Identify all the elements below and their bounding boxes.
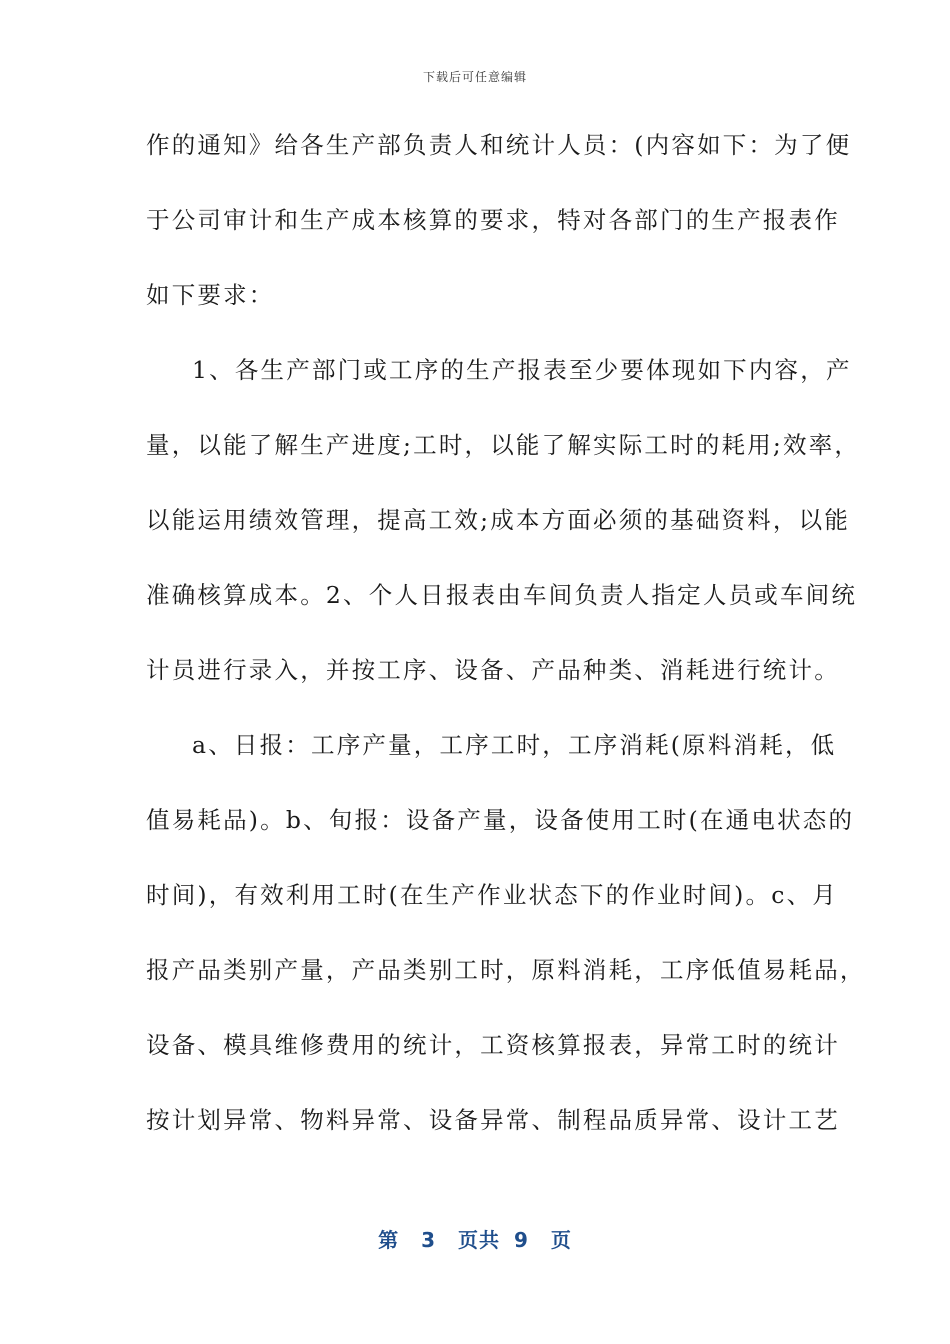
body-line-5: 量，以能了解生产进度;工时，以能了解实际工时的耗用;效率， (146, 431, 861, 459)
body-line-2: 于公司审计和生产成本核算的要求，特对各部门的生产报表作 (146, 206, 840, 234)
body-line-13: 设备、模具维修费用的统计，工资核算报表，异常工时的统计 (146, 1031, 840, 1059)
body-line-1: 作的通知》给各生产部负责人和统计人员：(内容如下：为了便 (146, 131, 852, 159)
body-line-8: 计员进行录入，并按工序、设备、产品种类、消耗进行统计。 (146, 656, 840, 684)
body-line-10: 值易耗品)。b、旬报：设备产量，设备使用工时(在通电状态的 (146, 806, 855, 834)
body-line-3: 如下要求： (146, 281, 275, 309)
footer-total-pages: 9 (514, 1228, 529, 1252)
body-line-14: 按计划异常、物料异常、设备异常、制程品质异常、设计工艺 (146, 1106, 840, 1134)
footer-current-page: 3 (421, 1228, 436, 1252)
body-line-4: 1、各生产部门或工序的生产报表至少要体现如下内容，产 (192, 356, 852, 384)
body-line-12: 报产品类别产量，产品类别工时，原料消耗，工序低值易耗品， (146, 956, 866, 984)
body-line-11: 时间)，有效利用工时(在生产作业状态下的作业时间)。c、月 (146, 881, 838, 909)
body-line-6: 以能运用绩效管理，提高工效;成本方面必须的基础资料，以能 (146, 506, 851, 534)
page-footer (0, 1224, 950, 1253)
footer-prefix: 第 (378, 1228, 400, 1252)
document-body (146, 118, 866, 1168)
body-line-9: a、日报：工序产量，工序工时，工序消耗(原料消耗，低 (192, 731, 837, 759)
body-line-7: 准确核算成本。2、个人日报表由车间负责人指定人员或车间统 (146, 581, 858, 609)
footer-suffix: 页 (550, 1228, 572, 1252)
footer-middle: 页共 (458, 1228, 500, 1252)
header-note: 下载后可任意编辑 (422, 70, 527, 84)
